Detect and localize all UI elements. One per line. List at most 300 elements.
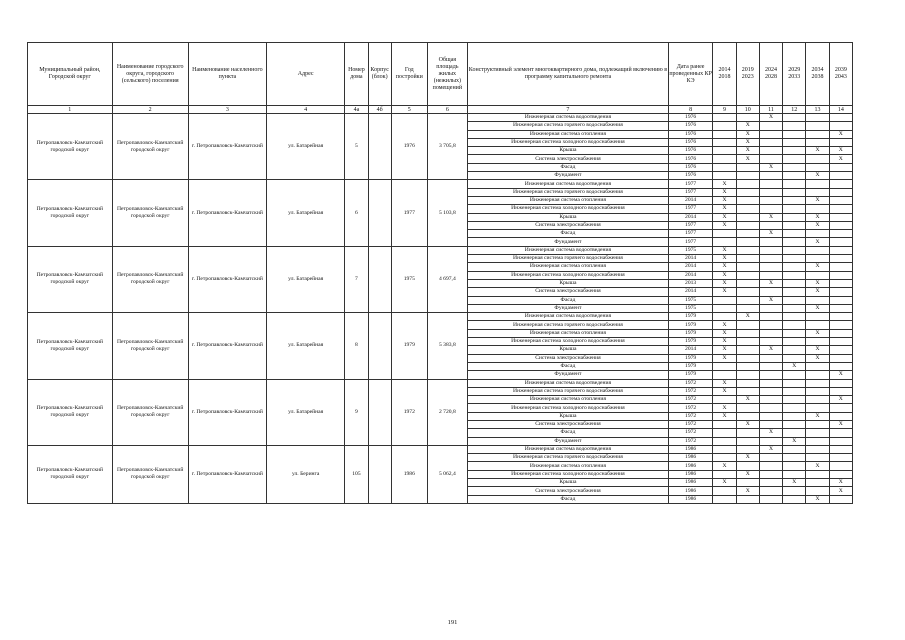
previous-repair-date-cell: 1975 [668, 246, 712, 254]
previous-repair-date-cell: 1976 [668, 138, 712, 146]
period-mark-cell: X [713, 221, 736, 229]
structural-element-cell: Фасад [467, 230, 668, 238]
period-mark-cell [829, 379, 852, 387]
period-mark-cell [829, 454, 852, 462]
period-mark-cell [759, 495, 782, 503]
period-mark-cell [736, 163, 759, 171]
col-index: 2 [112, 106, 188, 114]
period-mark-cell: X [829, 487, 852, 495]
total-area-cell: 5 062,4 [427, 445, 467, 503]
period-mark-cell [759, 221, 782, 229]
structural-element-cell: Инженерная система водоотведения [467, 114, 668, 122]
previous-repair-date-cell: 1986 [668, 470, 712, 478]
period-mark-cell [759, 313, 782, 321]
period-mark-cell [806, 379, 829, 387]
settlement-cell: Петропавловск-Камчатский городской округ [112, 114, 188, 180]
locality-cell: г. Петропавловск-Камчатский [188, 114, 266, 180]
period-mark-cell: X [713, 255, 736, 263]
period-mark-cell [759, 379, 782, 387]
structural-element-cell: Фасад [467, 296, 668, 304]
construction-year-cell: 1972 [391, 379, 427, 445]
period-mark-cell: X [713, 387, 736, 395]
period-mark-cell [829, 180, 852, 188]
total-area-cell: 2 720,8 [427, 379, 467, 445]
period-mark-cell [806, 230, 829, 238]
district-cell: Петропавловск-Камчатский городской округ [28, 379, 113, 445]
period-mark-cell: X [759, 445, 782, 453]
period-mark-cell [829, 138, 852, 146]
period-mark-cell [829, 188, 852, 196]
period-mark-cell [736, 429, 759, 437]
address-cell: ул. Батарейная [267, 313, 345, 379]
previous-repair-date-cell: 1976 [668, 147, 712, 155]
col-period-2034-header: 2034 2038 [806, 43, 829, 106]
col-index: 4б [368, 106, 391, 114]
structural-element-cell: Инженерная система холодного водоснабжения [467, 338, 668, 346]
period-mark-cell [783, 321, 806, 329]
col-element-header: Конструктивный элемент многоквартирного дома, подлежащий включению в программу капитального ремонта [467, 43, 668, 106]
period-mark-cell [783, 271, 806, 279]
period-mark-cell [806, 130, 829, 138]
construction-year-cell: 1976 [391, 114, 427, 180]
period-mark-cell [783, 429, 806, 437]
settlement-cell: Петропавловск-Камчатский городской округ [112, 246, 188, 312]
structural-element-cell: Инженерная система водоотведения [467, 313, 668, 321]
previous-repair-date-cell: 1972 [668, 404, 712, 412]
construction-year-cell: 1986 [391, 445, 427, 503]
period-mark-cell [736, 379, 759, 387]
previous-repair-date-cell: 2014 [668, 213, 712, 221]
period-mark-cell [759, 338, 782, 346]
period-mark-cell [713, 396, 736, 404]
previous-repair-date-cell: 1979 [668, 313, 712, 321]
period-mark-cell [783, 122, 806, 130]
period-mark-cell [759, 138, 782, 146]
block-cell [368, 379, 391, 445]
col-index: 4а [345, 106, 368, 114]
period-mark-cell [736, 238, 759, 246]
structural-element-cell: Инженерная система отопления [467, 462, 668, 470]
period-mark-cell [829, 354, 852, 362]
period-mark-cell [713, 445, 736, 453]
period-mark-cell [783, 238, 806, 246]
total-area-cell: 4 697,4 [427, 246, 467, 312]
period-mark-cell [736, 114, 759, 122]
period-mark-cell: X [736, 122, 759, 130]
period-mark-cell [829, 213, 852, 221]
period-mark-cell [783, 163, 806, 171]
period-mark-cell [759, 321, 782, 329]
period-mark-cell [829, 304, 852, 312]
period-mark-cell [829, 221, 852, 229]
period-mark-cell [783, 329, 806, 337]
structural-element-cell: Инженерная система горячего водоснабжения [467, 122, 668, 130]
period-mark-cell: X [713, 338, 736, 346]
period-mark-cell [783, 379, 806, 387]
period-mark-cell [736, 371, 759, 379]
period-mark-cell: X [829, 396, 852, 404]
structural-element-cell: Крыша [467, 279, 668, 287]
address-cell: ул. Батарейная [267, 379, 345, 445]
period-mark-cell [829, 462, 852, 470]
period-mark-cell [829, 495, 852, 503]
period-mark-cell [806, 420, 829, 428]
period-mark-cell [806, 246, 829, 254]
previous-repair-date-cell: 1972 [668, 396, 712, 404]
period-mark-cell: X [806, 354, 829, 362]
period-mark-cell [829, 437, 852, 445]
period-mark-cell: X [806, 288, 829, 296]
structural-element-cell: Инженерная система водоотведения [467, 246, 668, 254]
period-mark-cell [783, 338, 806, 346]
period-mark-cell [736, 196, 759, 204]
period-mark-cell [829, 196, 852, 204]
structural-element-cell: Инженерная система отопления [467, 196, 668, 204]
address-cell: ул. Батарейная [267, 114, 345, 180]
structural-element-cell: Инженерная система водоотведения [467, 445, 668, 453]
house-number-cell: 8 [345, 313, 368, 379]
period-mark-cell: X [713, 321, 736, 329]
block-cell [368, 246, 391, 312]
period-mark-cell [829, 470, 852, 478]
period-mark-cell: X [713, 346, 736, 354]
address-cell: ул. Беринга [267, 445, 345, 503]
period-mark-cell: X [806, 213, 829, 221]
period-mark-cell [783, 138, 806, 146]
period-mark-cell [806, 338, 829, 346]
previous-repair-date-cell: 1977 [668, 238, 712, 246]
period-mark-cell [713, 296, 736, 304]
previous-repair-date-cell: 1977 [668, 205, 712, 213]
period-mark-cell [713, 238, 736, 246]
previous-repair-date-cell: 1986 [668, 487, 712, 495]
period-mark-cell [829, 246, 852, 254]
period-mark-cell [829, 412, 852, 420]
period-mark-cell [806, 470, 829, 478]
period-mark-cell [736, 304, 759, 312]
previous-repair-date-cell: 2014 [668, 271, 712, 279]
period-mark-cell: X [713, 354, 736, 362]
period-mark-cell: X [806, 346, 829, 354]
structural-element-cell: Фундамент [467, 304, 668, 312]
structural-element-cell: Фасад [467, 163, 668, 171]
address-cell: ул. Батарейная [267, 180, 345, 246]
structural-element-cell: Система электроснабжения [467, 288, 668, 296]
previous-repair-date-cell: 1979 [668, 362, 712, 370]
period-mark-cell: X [806, 495, 829, 503]
col-index: 1 [28, 106, 113, 114]
previous-repair-date-cell: 1979 [668, 329, 712, 337]
period-mark-cell [806, 371, 829, 379]
structural-element-cell: Крыша [467, 412, 668, 420]
period-mark-cell [736, 354, 759, 362]
locality-cell: г. Петропавловск-Камчатский [188, 313, 266, 379]
period-mark-cell [759, 354, 782, 362]
structural-element-cell: Инженерная система холодного водоснабжения [467, 205, 668, 213]
previous-repair-date-cell: 1979 [668, 354, 712, 362]
period-mark-cell [806, 296, 829, 304]
period-mark-cell [783, 420, 806, 428]
period-mark-cell [829, 238, 852, 246]
construction-year-cell: 1977 [391, 180, 427, 246]
block-cell [368, 445, 391, 503]
table-row [28, 180, 853, 188]
period-mark-cell: X [759, 114, 782, 122]
period-mark-cell [783, 213, 806, 221]
previous-repair-date-cell: 1972 [668, 437, 712, 445]
previous-repair-date-cell: 2014 [668, 196, 712, 204]
col-period-2019-header: 2019 2023 [736, 43, 759, 106]
period-mark-cell [736, 346, 759, 354]
period-mark-cell [783, 205, 806, 213]
period-mark-cell [783, 487, 806, 495]
period-mark-cell: X [736, 396, 759, 404]
period-mark-cell [806, 313, 829, 321]
previous-repair-date-cell: 1986 [668, 495, 712, 503]
period-mark-cell [736, 205, 759, 213]
period-mark-cell [783, 230, 806, 238]
structural-element-cell: Крыша [467, 213, 668, 221]
block-cell [368, 114, 391, 180]
col-period-2029-header: 2029 2033 [783, 43, 806, 106]
period-mark-cell: X [713, 213, 736, 221]
settlement-cell: Петропавловск-Камчатский городской округ [112, 180, 188, 246]
col-area-header: Общая площадь жилых (нежилых) помещений [427, 43, 467, 106]
period-mark-cell [806, 404, 829, 412]
structural-element-cell: Инженерная система отопления [467, 396, 668, 404]
period-mark-cell [759, 246, 782, 254]
period-mark-cell [783, 221, 806, 229]
col-index: 10 [736, 106, 759, 114]
period-mark-cell [783, 387, 806, 395]
period-mark-cell [783, 412, 806, 420]
previous-repair-date-cell: 1975 [668, 296, 712, 304]
period-mark-cell [783, 130, 806, 138]
previous-repair-date-cell: 2014 [668, 263, 712, 271]
period-mark-cell: X [783, 437, 806, 445]
structural-element-cell: Система электроснабжения [467, 354, 668, 362]
period-mark-cell [713, 313, 736, 321]
structural-element-cell: Инженерная система горячего водоснабжения [467, 387, 668, 395]
period-mark-cell: X [829, 371, 852, 379]
period-mark-cell [759, 263, 782, 271]
period-mark-cell [829, 279, 852, 287]
period-mark-cell [783, 180, 806, 188]
period-mark-cell: X [829, 420, 852, 428]
period-mark-cell [736, 404, 759, 412]
period-mark-cell [783, 346, 806, 354]
period-mark-cell: X [806, 329, 829, 337]
period-mark-cell [783, 371, 806, 379]
col-index: 6 [427, 106, 467, 114]
previous-repair-date-cell: 1977 [668, 221, 712, 229]
period-mark-cell: X [713, 288, 736, 296]
period-mark-cell [806, 188, 829, 196]
previous-repair-date-cell: 1976 [668, 122, 712, 130]
period-mark-cell [736, 321, 759, 329]
period-mark-cell: X [713, 329, 736, 337]
period-mark-cell [829, 122, 852, 130]
col-year-header: Год постройки [391, 43, 427, 106]
period-mark-cell [759, 271, 782, 279]
settlement-cell: Петропавловск-Камчатский городской округ [112, 379, 188, 445]
structural-element-cell: Инженерная система горячего водоснабжения [467, 454, 668, 462]
period-mark-cell [829, 263, 852, 271]
period-mark-cell: X [829, 479, 852, 487]
address-cell: ул. Батарейная [267, 246, 345, 312]
period-mark-cell [783, 155, 806, 163]
period-mark-cell [713, 495, 736, 503]
period-mark-cell [783, 279, 806, 287]
previous-repair-date-cell: 1976 [668, 130, 712, 138]
col-index: 3 [188, 106, 266, 114]
col-index: 9 [713, 106, 736, 114]
previous-repair-date-cell: 1977 [668, 180, 712, 188]
period-mark-cell [713, 155, 736, 163]
period-mark-cell [759, 362, 782, 370]
index-row [28, 106, 853, 114]
district-cell: Петропавловск-Камчатский городской округ [28, 180, 113, 246]
period-mark-cell: X [713, 479, 736, 487]
period-mark-cell: X [736, 130, 759, 138]
structural-element-cell: Инженерная система отопления [467, 263, 668, 271]
period-mark-cell [783, 147, 806, 155]
period-mark-cell [806, 454, 829, 462]
table-row [28, 313, 853, 321]
period-mark-cell: X [806, 412, 829, 420]
period-mark-cell [783, 246, 806, 254]
period-mark-cell [736, 230, 759, 238]
table-header [28, 43, 853, 114]
construction-year-cell: 1979 [391, 313, 427, 379]
period-mark-cell [783, 263, 806, 271]
period-mark-cell: X [736, 454, 759, 462]
period-mark-cell: X [713, 188, 736, 196]
period-mark-cell [713, 371, 736, 379]
period-mark-cell [759, 454, 782, 462]
page-number: 191 [447, 619, 458, 626]
period-mark-cell [736, 495, 759, 503]
period-mark-cell: X [806, 263, 829, 271]
period-mark-cell [783, 304, 806, 312]
period-mark-cell: X [736, 138, 759, 146]
col-index: 8 [668, 106, 712, 114]
structural-element-cell: Инженерная система холодного водоснабжения [467, 404, 668, 412]
period-mark-cell: X [759, 296, 782, 304]
period-mark-cell [829, 346, 852, 354]
period-mark-cell: X [806, 304, 829, 312]
period-mark-cell [759, 396, 782, 404]
period-mark-cell [759, 130, 782, 138]
previous-repair-date-cell: 1976 [668, 163, 712, 171]
period-mark-cell: X [713, 412, 736, 420]
col-settlement-header: Наименование городского округа, городского (сельского) поселения [112, 43, 188, 106]
structural-element-cell: Система электроснабжения [467, 221, 668, 229]
period-mark-cell [713, 429, 736, 437]
period-mark-cell [713, 163, 736, 171]
previous-repair-date-cell: 1976 [668, 155, 712, 163]
structural-element-cell: Фасад [467, 429, 668, 437]
period-mark-cell [759, 470, 782, 478]
previous-repair-date-cell: 1977 [668, 230, 712, 238]
period-mark-cell [736, 288, 759, 296]
structural-element-cell: Крыша [467, 346, 668, 354]
period-mark-cell [829, 387, 852, 395]
period-mark-cell [783, 296, 806, 304]
period-mark-cell [759, 329, 782, 337]
period-mark-cell [736, 221, 759, 229]
col-index: 7 [467, 106, 668, 114]
period-mark-cell [713, 172, 736, 180]
district-cell: Петропавловск-Камчатский городской округ [28, 313, 113, 379]
period-mark-cell [829, 429, 852, 437]
period-mark-cell [736, 172, 759, 180]
period-mark-cell [829, 445, 852, 453]
previous-repair-date-cell: 1975 [668, 304, 712, 312]
period-mark-cell [759, 238, 782, 246]
period-mark-cell: X [736, 487, 759, 495]
structural-element-cell: Фасад [467, 495, 668, 503]
period-mark-cell [806, 163, 829, 171]
period-mark-cell [736, 188, 759, 196]
period-mark-cell: X [759, 163, 782, 171]
period-mark-cell [759, 122, 782, 130]
structural-element-cell: Инженерная система водоотведения [467, 379, 668, 387]
structural-element-cell: Фасад [467, 362, 668, 370]
structural-element-cell: Фундамент [467, 437, 668, 445]
period-mark-cell [829, 329, 852, 337]
construction-year-cell: 1975 [391, 246, 427, 312]
period-mark-cell [783, 470, 806, 478]
period-mark-cell [759, 304, 782, 312]
period-mark-cell [759, 155, 782, 163]
period-mark-cell: X [713, 404, 736, 412]
period-mark-cell [829, 230, 852, 238]
structural-element-cell: Инженерная система водоотведения [467, 180, 668, 188]
period-mark-cell [713, 130, 736, 138]
period-mark-cell [736, 462, 759, 470]
house-number-cell: 6 [345, 180, 368, 246]
period-mark-cell [806, 429, 829, 437]
period-mark-cell [736, 445, 759, 453]
period-mark-cell: X [806, 196, 829, 204]
period-mark-cell: X [806, 172, 829, 180]
previous-repair-date-cell: 1986 [668, 479, 712, 487]
period-mark-cell [806, 387, 829, 395]
structural-element-cell: Инженерная система горячего водоснабжения [467, 188, 668, 196]
house-number-cell: 105 [345, 445, 368, 503]
period-mark-cell [759, 180, 782, 188]
previous-repair-date-cell: 2013 [668, 279, 712, 287]
period-mark-cell [759, 479, 782, 487]
period-mark-cell [736, 296, 759, 304]
repair-program-table [27, 42, 853, 504]
previous-repair-date-cell: 1979 [668, 321, 712, 329]
period-mark-cell: X [713, 379, 736, 387]
structural-element-cell: Инженерная система холодного водоснабжения [467, 271, 668, 279]
period-mark-cell [736, 263, 759, 271]
previous-repair-date-cell: 1979 [668, 371, 712, 379]
previous-repair-date-cell: 2014 [668, 346, 712, 354]
period-mark-cell [759, 188, 782, 196]
period-mark-cell: X [806, 238, 829, 246]
period-mark-cell [829, 404, 852, 412]
period-mark-cell [783, 188, 806, 196]
period-mark-cell [829, 205, 852, 213]
period-mark-cell: X [783, 362, 806, 370]
period-mark-cell: X [713, 279, 736, 287]
structural-element-cell: Инженерная система горячего водоснабжения [467, 321, 668, 329]
